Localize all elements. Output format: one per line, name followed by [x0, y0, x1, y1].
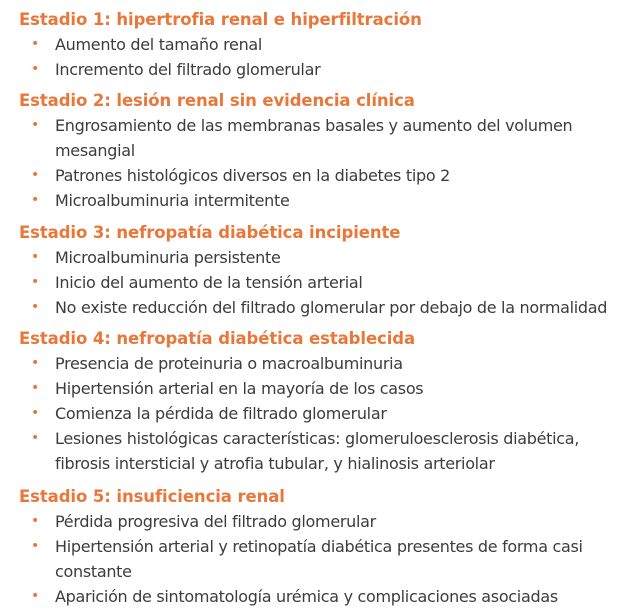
stage-1 [19, 8, 622, 82]
stage-2-list [19, 113, 622, 213]
list-item: • Microalbuminuria persistente [19, 245, 622, 270]
list-item: • No existe reducción del filtrado glomerular por debajo de la normalidad [19, 295, 622, 320]
bullet-dot-icon: • [31, 355, 39, 371]
list-item: • Lesiones histológicas características: glomeruloesclerosis diabética, fibrosis intersticial y atrofia tubular, y hialinosis arteriolar [19, 426, 622, 476]
bullet-dot-icon: • [31, 36, 39, 52]
bullet-dot-icon: • [31, 299, 39, 315]
bullet-dot-icon: • [31, 249, 39, 265]
stage-1-title: Estadio 1: hipertrofia renal e hiperfiltración [19, 10, 422, 29]
list-item: • Microalbuminuria intermitente [19, 188, 622, 213]
stage-3 [19, 221, 622, 320]
list-item: • Engrosamiento de las membranas basales y aumento del volumen mesangial [19, 113, 622, 163]
stage-5-title: Estadio 5: insuficiencia renal [19, 487, 285, 506]
bullet-dot-icon: • [31, 274, 39, 290]
list-item: • Pérdida progresiva del filtrado glomerular [19, 509, 622, 534]
bullet-dot-icon: • [31, 538, 39, 554]
bullet-dot-icon: • [31, 380, 39, 396]
bullet-dot-icon: • [31, 588, 39, 604]
stage-3-list [19, 245, 622, 320]
stage-5-list [19, 509, 622, 609]
list-item: • Aumento del tamaño renal [19, 32, 622, 57]
stage-4-title: Estadio 4: nefropatía diabética establecida [19, 329, 416, 348]
list-item: • Patrones histológicos diversos en la diabetes tipo 2 [19, 163, 622, 188]
bullet-dot-icon: • [31, 167, 39, 183]
list-item: • Incremento del filtrado glomerular [19, 57, 622, 82]
list-item: • Hipertensión arterial en la mayoría de los casos [19, 376, 622, 401]
list-item: • Hipertensión arterial y retinopatía diabética presentes de forma casi constante [19, 534, 622, 584]
stage-2 [19, 89, 622, 213]
list-item: • Comienza la pérdida de filtrado glomerular [19, 401, 622, 426]
list-item: • Presencia de proteinuria o macroalbuminuria [19, 351, 622, 376]
bullet-dot-icon: • [31, 405, 39, 421]
bullet-dot-icon: • [31, 430, 39, 446]
stage-5 [19, 485, 622, 609]
stage-4 [19, 327, 622, 476]
stage-2-title: Estadio 2: lesión renal sin evidencia clínica [19, 91, 415, 110]
bullet-dot-icon: • [31, 513, 39, 529]
stage-1-list [19, 32, 622, 82]
stage-4-list [19, 351, 622, 476]
bullet-dot-icon: • [31, 61, 39, 77]
stage-3-title: Estadio 3: nefropatía diabética incipiente [19, 223, 401, 242]
list-item: • Inicio del aumento de la tensión arterial [19, 270, 622, 295]
bullet-dot-icon: • [31, 192, 39, 208]
bullet-dot-icon: • [31, 117, 39, 133]
list-item: • Aparición de sintomatología urémica y complicaciones asociadas [19, 584, 622, 609]
